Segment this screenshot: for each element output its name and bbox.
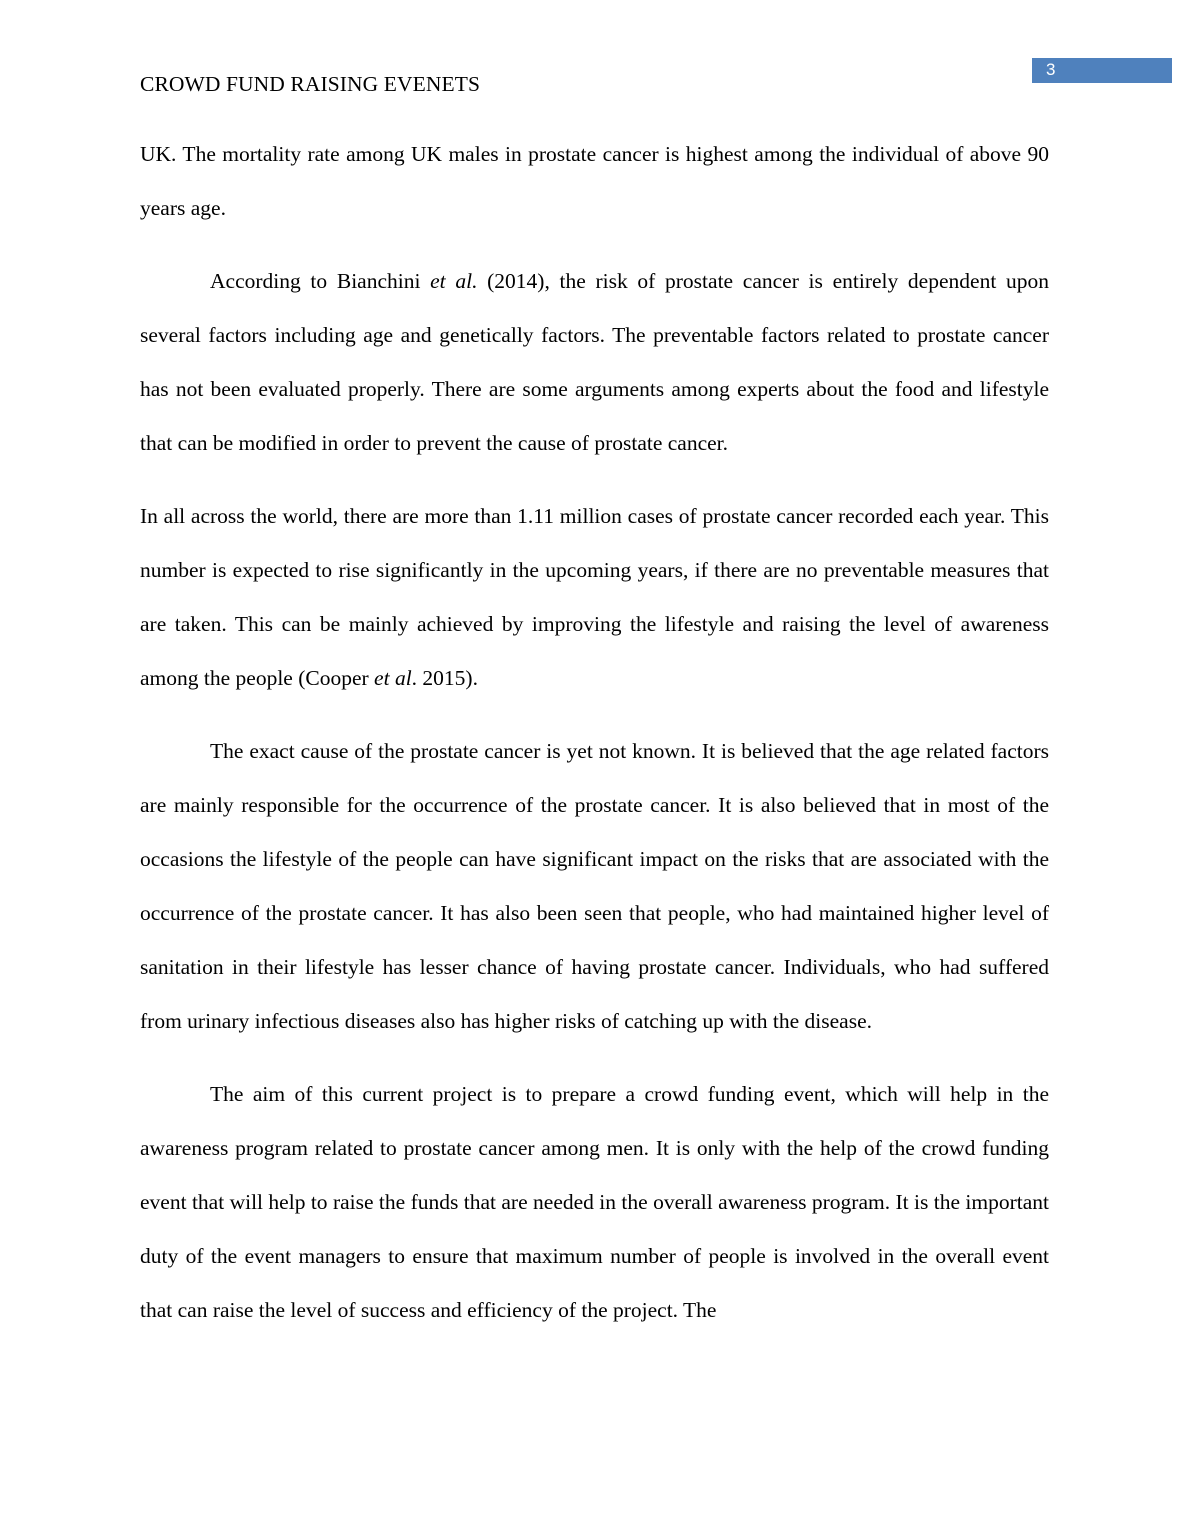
paragraph-1 [140, 127, 1049, 235]
document-body [140, 127, 1049, 1356]
paragraph-3-text-end: . 2015). [411, 666, 478, 690]
page-number: 3 [1046, 60, 1056, 79]
paragraph-5 [140, 1067, 1049, 1337]
page-number-badge [1032, 58, 1172, 83]
paragraph-3 [140, 489, 1049, 705]
paragraph-4 [140, 724, 1049, 1048]
paragraph-2-citation-italic: et al. [430, 269, 478, 293]
paragraph-2-text-start: According to Bianchini [210, 269, 431, 293]
paragraph-2 [140, 254, 1049, 470]
paragraph-1-text: UK. The mortality rate among UK males in prostate cancer is highest among the individual of above 90 years age. [140, 142, 1049, 220]
paragraph-5-text: The aim of this current project is to prepare a crowd funding event, which will help in the awareness program related to prostate cancer among men. It is only with the help of the crowd funding event that will help to raise the funds that are needed in the overall awareness program. It is the important duty of the event managers to ensure that maximum number of people is involved in the overall event that can raise the level of success and efficiency of the project. The [140, 1082, 1049, 1322]
paragraph-3-citation-italic: et al [374, 666, 412, 690]
paragraph-2-text-end: (2014), the risk of prostate cancer is entirely dependent upon several factors including age and genetically factors. The preventable factors related to prostate cancer has not been evaluated properly. There are some arguments among experts about the food and lifestyle that can be modified in order to prevent the cause of prostate cancer. [140, 269, 1049, 455]
paragraph-3-text-start: In all across the world, there are more than 1.11 million cases of prostate cancer recorded each year. This number is expected to rise significantly in the upcoming years, if there are no preventable measures that are taken. This can be mainly achieved by improving the lifestyle and raising the level of awareness among the people (Cooper [140, 504, 1049, 690]
paragraph-4-text: The exact cause of the prostate cancer is yet not known. It is believed that the age related factors are mainly responsible for the occurrence of the prostate cancer. It is also believed that in most of the occasions the lifestyle of the people can have significant impact on the risks that are associated with the occurrence of the prostate cancer. It has also been seen that people, who had maintained higher level of sanitation in their lifestyle has lesser chance of having prostate cancer. Individuals, who had suffered from urinary infectious diseases also has higher risks of catching up with the disease. [140, 739, 1049, 1033]
running-head-title: CROWD FUND RAISING EVENETS [140, 72, 481, 96]
